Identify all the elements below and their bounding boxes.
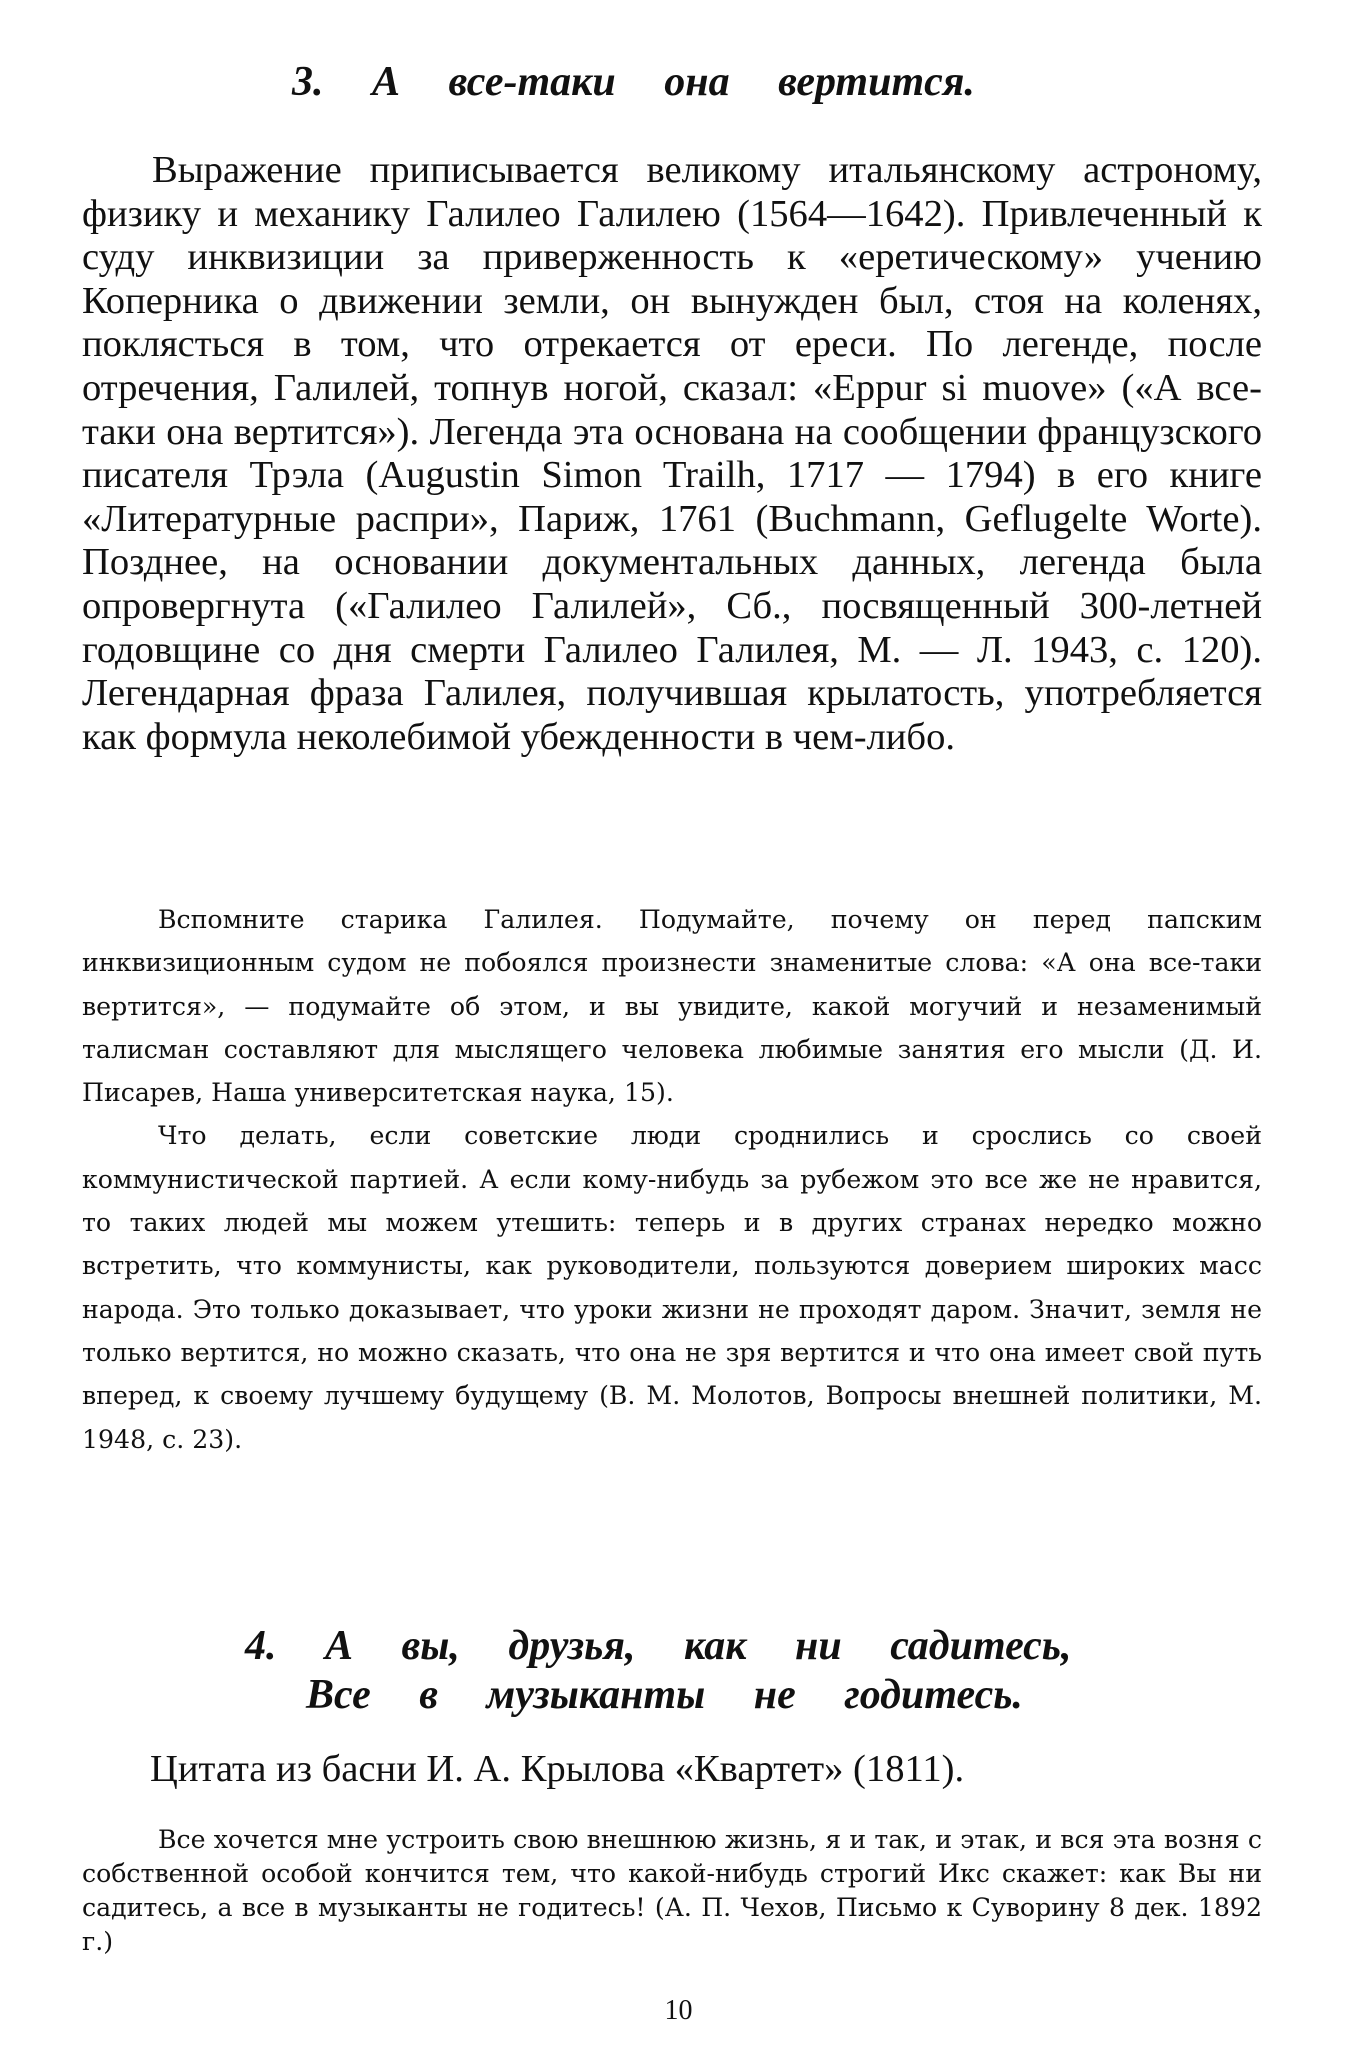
section-4-source: Цитата из басни И. А. Крылова «Квартет» (1811).: [150, 1748, 965, 1790]
section-3-body: Выражение приписывается великому итальянскому астроному, физику и механику Галилео Галилею (1564—1642). Привлеченный к суду инквизиции за приверженность к «еретическому» учению Коперника о движении земли, он вынужден был, стоя на коленях, поклясться в том, что отрекается от ереси. По легенде, после отречения, Галилей, топнув ногой, сказал: «Eppur si muove» («А все-таки она вертится»). Легенда эта основана на сообщении французского писателя Трэла (Augustin Simon Trailh, 1717 — 1794) в его книге «Литературные распри», Париж, 1761 (Buchmann, Geflugelte Worte). Позднее, на основании документальных данных, легенда была опровергнута («Галилео Галилей», Сб., посвященный 300-летней годовщине со дня смерти Галилео Галилея, М. — Л. 1943, с. 120). Легендарная фраза Галилея, получившая крылатость, употребляется как формула неколебимой убежденности в чем-либо.: [82, 149, 1262, 758]
section-4-heading-line1: 4. А вы, друзья, как ни садитесь,: [245, 1623, 1072, 1669]
molotov-quote: Что делать, если советские люди сроднились и срослись со своей коммунистической партией. А если кому-нибудь за рубежом это все же не нравится, то таких людей мы можем утешить: теперь и в других странах нередко можно встретить, что коммунисты, как руководители, пользуются доверием широких масс народа. Это только доказывает, что уроки жизни не проходят даром. Значит, земля не только вертится, но можно сказать, что она не зря вертится и что она имеет свой путь вперед, к своему лучшему будущему (В. М. Молотов, Вопросы внешней политики, М. 1948, с. 23).: [82, 1121, 1262, 1454]
page-number: 10: [664, 1995, 693, 2026]
section-3-quotes: [82, 898, 1262, 1461]
section-3-heading: 3. А все-таки она вертится.: [292, 59, 975, 105]
chekhov-quote: Все хочется мне устроить свою внешнюю жизнь, я и так, и этак, и вся эта возня с собственной особой кончится тем, что какой-нибудь строгий Икс скажет: как Вы ни садитесь, а все в музыканты не годитесь! (А. П. Чехов, Письмо к Суворину 8 дек. 1892 г.): [82, 1825, 1262, 1956]
pisarev-quote: Вспомните старика Галилея. Подумайте, почему он перед папским инквизиционным судом не побоялся произнести знаменитые слова: «А она все-таки вертится», — подумайте об этом, и вы увидите, какой могучий и незаменимый талисман составляют для мыслящего человека любимые занятия его мысли (Д. И. Писарев, Наша университетская наука, 15).: [82, 905, 1262, 1108]
section-4-heading-line2: Все в музыканты не годитесь.: [306, 1672, 1023, 1718]
